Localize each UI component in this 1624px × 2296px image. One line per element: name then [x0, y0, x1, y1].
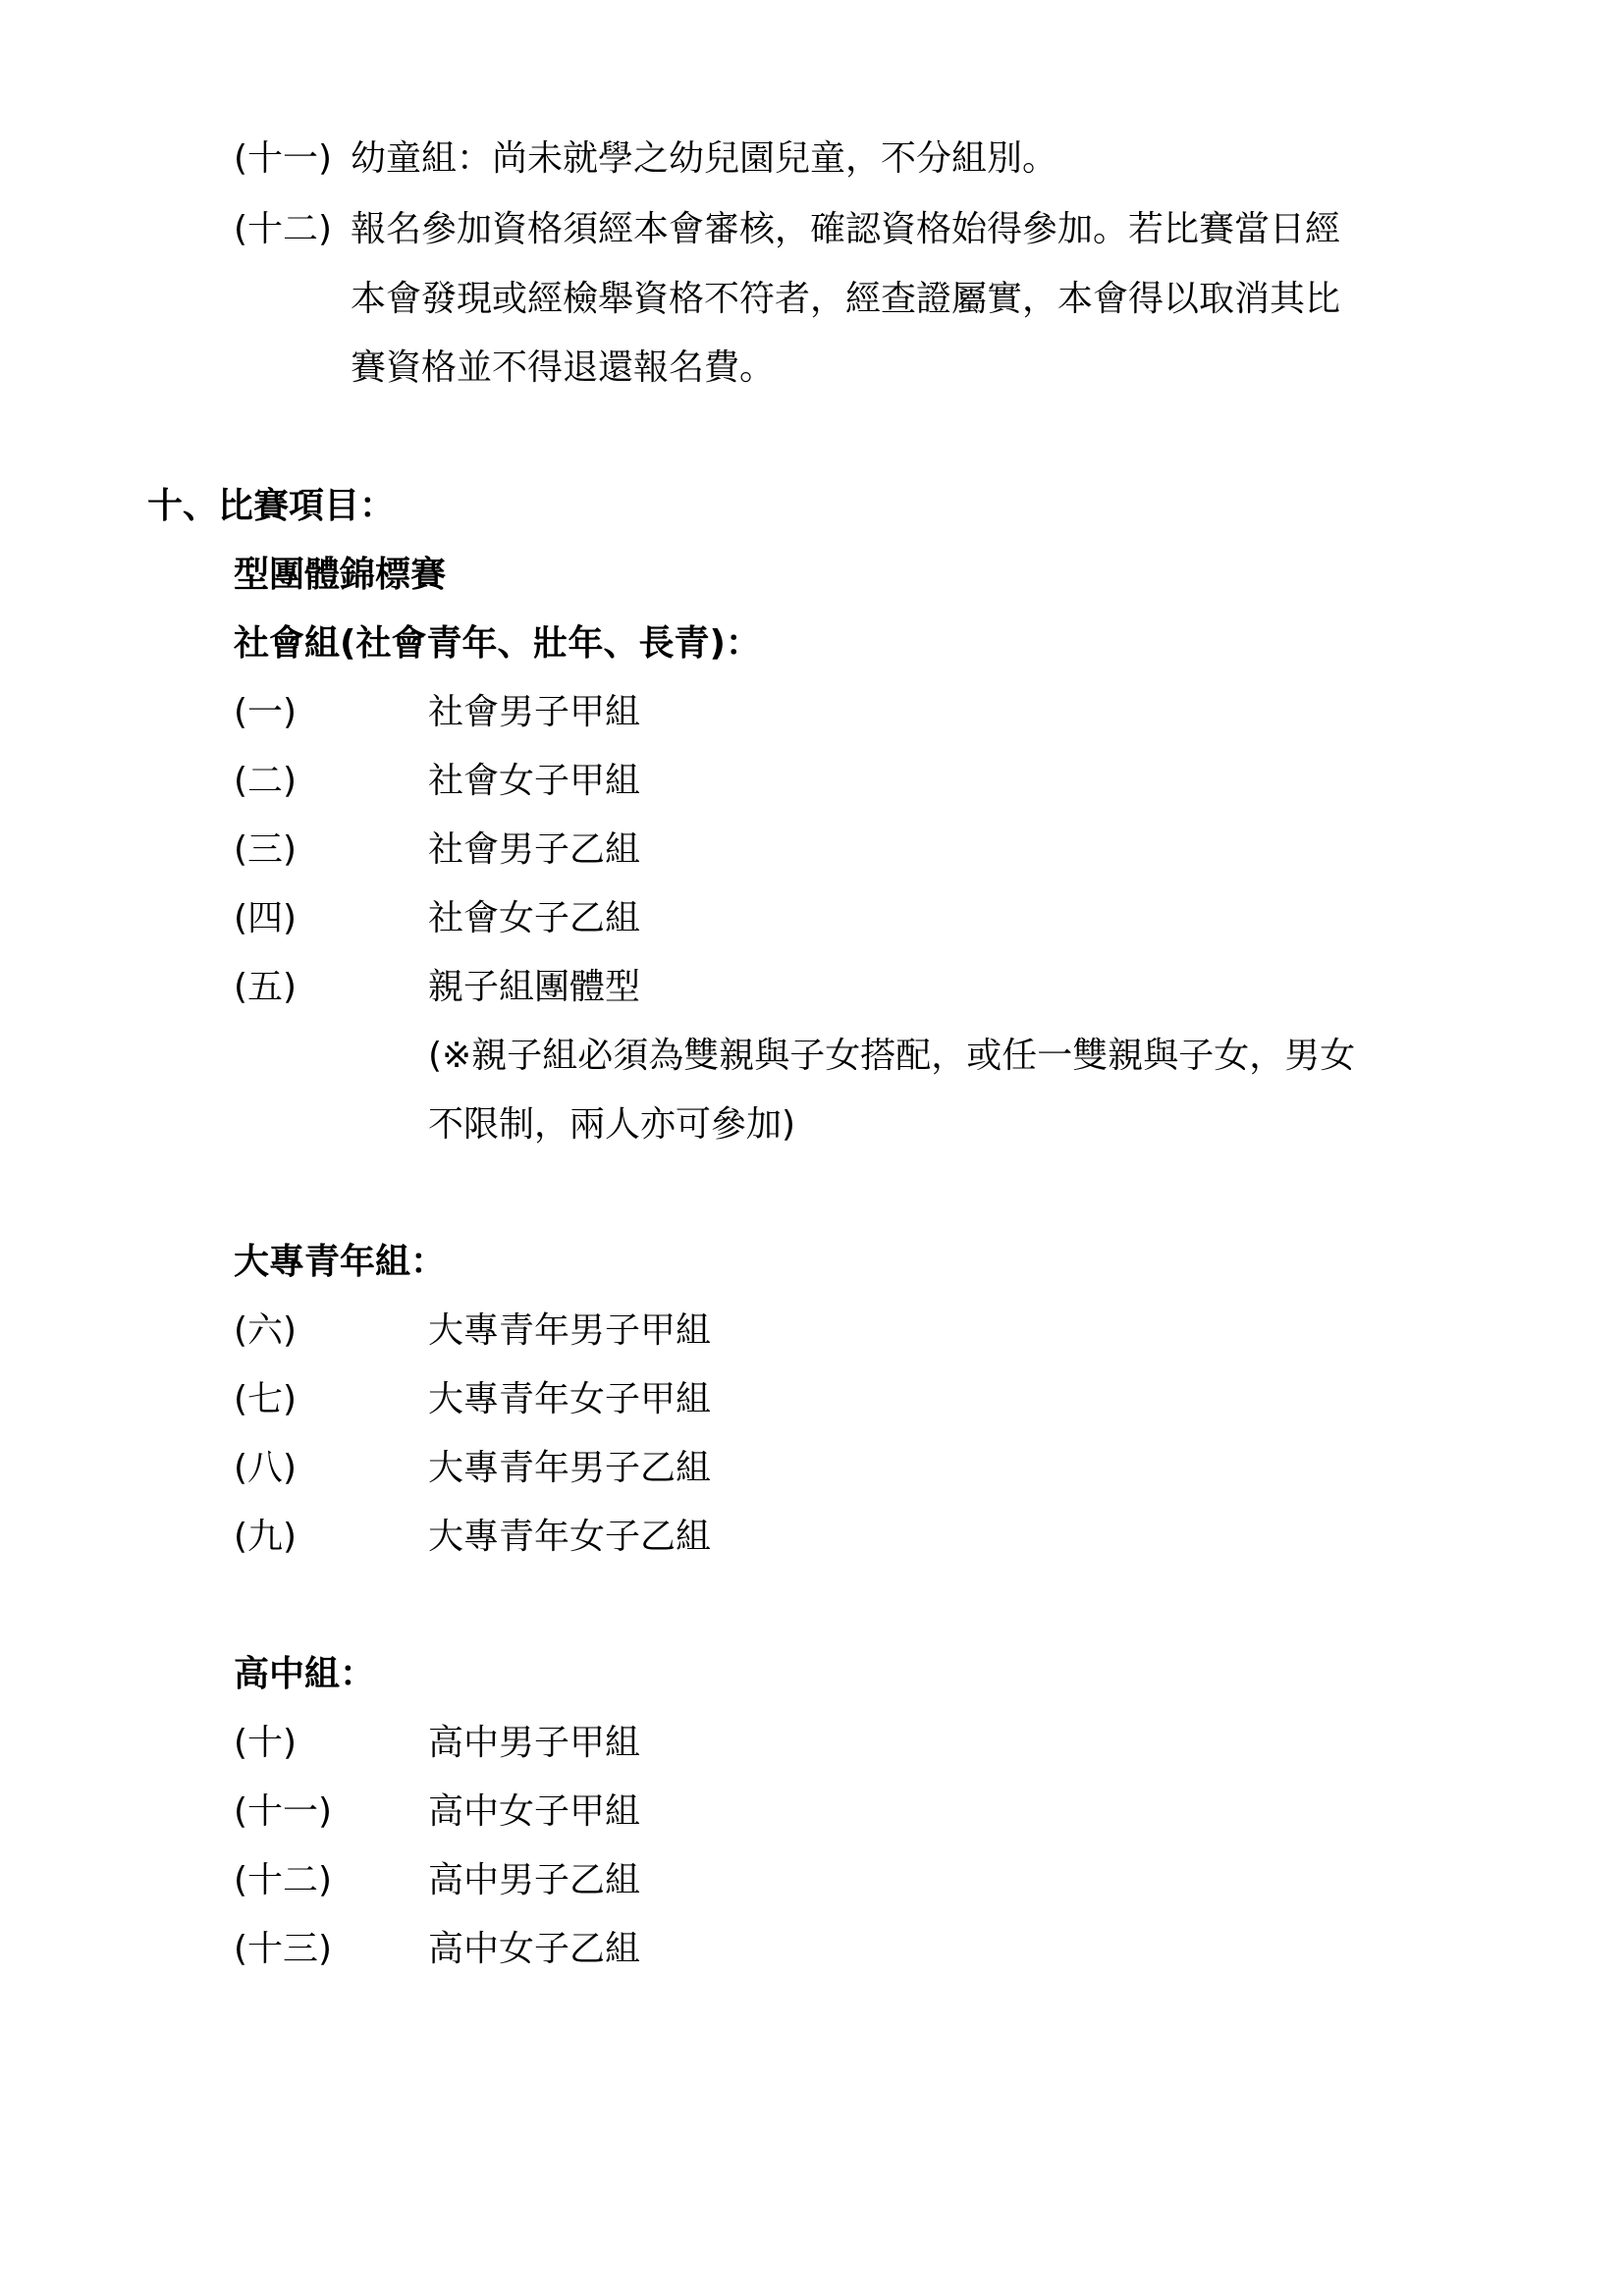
list-item: [0, 897, 1624, 940]
item-text: 社會女子乙組: [428, 898, 641, 938]
item-label: (四): [234, 898, 298, 938]
item-text: 社會女子甲組: [428, 761, 641, 801]
item-label: (五): [234, 967, 298, 1007]
eligibility-item-12-line-2: [0, 278, 1624, 321]
item-label: (二): [234, 761, 298, 801]
highschool-group-title: 高中組：: [234, 1654, 376, 1694]
list-item: [0, 760, 1624, 803]
eligibility-item-11: [0, 137, 1624, 181]
section-subheading: 型團體錦標賽: [234, 555, 447, 595]
eligibility-item-12-line-3: [0, 347, 1624, 390]
item-label: (十一): [234, 138, 333, 179]
item-text: 幼童組：尚未就學之幼兒園兒童，不分組別。: [351, 138, 1058, 179]
item-text-line-2: 本會發現或經檢舉資格不符者，經查證屬實，本會得以取消其比: [351, 279, 1341, 319]
item-text: 親子組團體型: [428, 967, 641, 1007]
item-label: (十): [234, 1723, 298, 1763]
list-item: [0, 1447, 1624, 1490]
list-item: [0, 966, 1624, 1009]
item-label: (六): [234, 1310, 298, 1351]
item-text-line-1: 報名參加資格須經本會審核，確認資格始得參加。若比賽當日經: [351, 209, 1341, 249]
item-text: 高中男子甲組: [428, 1723, 641, 1763]
item-text: 高中女子甲組: [428, 1791, 641, 1832]
parent-child-note-line-1: [0, 1035, 1624, 1078]
list-item: [0, 828, 1624, 872]
item-text: 社會男子乙組: [428, 829, 641, 870]
item-text: 大專青年女子甲組: [428, 1379, 712, 1419]
item-text: 高中女子乙組: [428, 1929, 641, 1969]
item-label: (七): [234, 1379, 298, 1419]
list-item: [0, 1928, 1624, 1971]
item-text: 大專青年女子乙組: [428, 1517, 712, 1557]
note-text: (※親子組必須為雙親與子女搭配，或任一雙親與子女，男女: [428, 1036, 1356, 1076]
item-text: 社會男子甲組: [428, 692, 641, 732]
list-item: [0, 1859, 1624, 1902]
item-label: (十一): [234, 1791, 333, 1832]
list-item: [0, 1378, 1624, 1421]
list-item: [0, 1516, 1624, 1559]
list-item: [0, 1790, 1624, 1834]
item-label: (八): [234, 1448, 298, 1488]
item-label: (十二): [234, 1860, 333, 1900]
list-item: [0, 1722, 1624, 1765]
item-text: 大專青年男子乙組: [428, 1448, 712, 1488]
section-heading: 十、比賽項目：: [147, 486, 396, 526]
society-group-title: 社會組(社會青年、壯年、長青)：: [234, 623, 761, 664]
item-label: (一): [234, 692, 298, 732]
item-label: (十三): [234, 1929, 333, 1969]
item-text: 高中男子乙組: [428, 1860, 641, 1900]
item-label: (十二): [234, 209, 333, 249]
college-group-title: 大專青年組：: [234, 1242, 447, 1282]
item-text: 大專青年男子甲組: [428, 1310, 712, 1351]
item-text-line-3: 賽資格並不得退還報名費。: [351, 347, 776, 388]
item-label: (三): [234, 829, 298, 870]
note-text: 不限制，兩人亦可參加): [428, 1104, 796, 1145]
parent-child-note-line-2: [0, 1103, 1624, 1147]
list-item: [0, 691, 1624, 734]
eligibility-item-12: [0, 208, 1624, 251]
list-item: [0, 1309, 1624, 1353]
item-label: (九): [234, 1517, 298, 1557]
